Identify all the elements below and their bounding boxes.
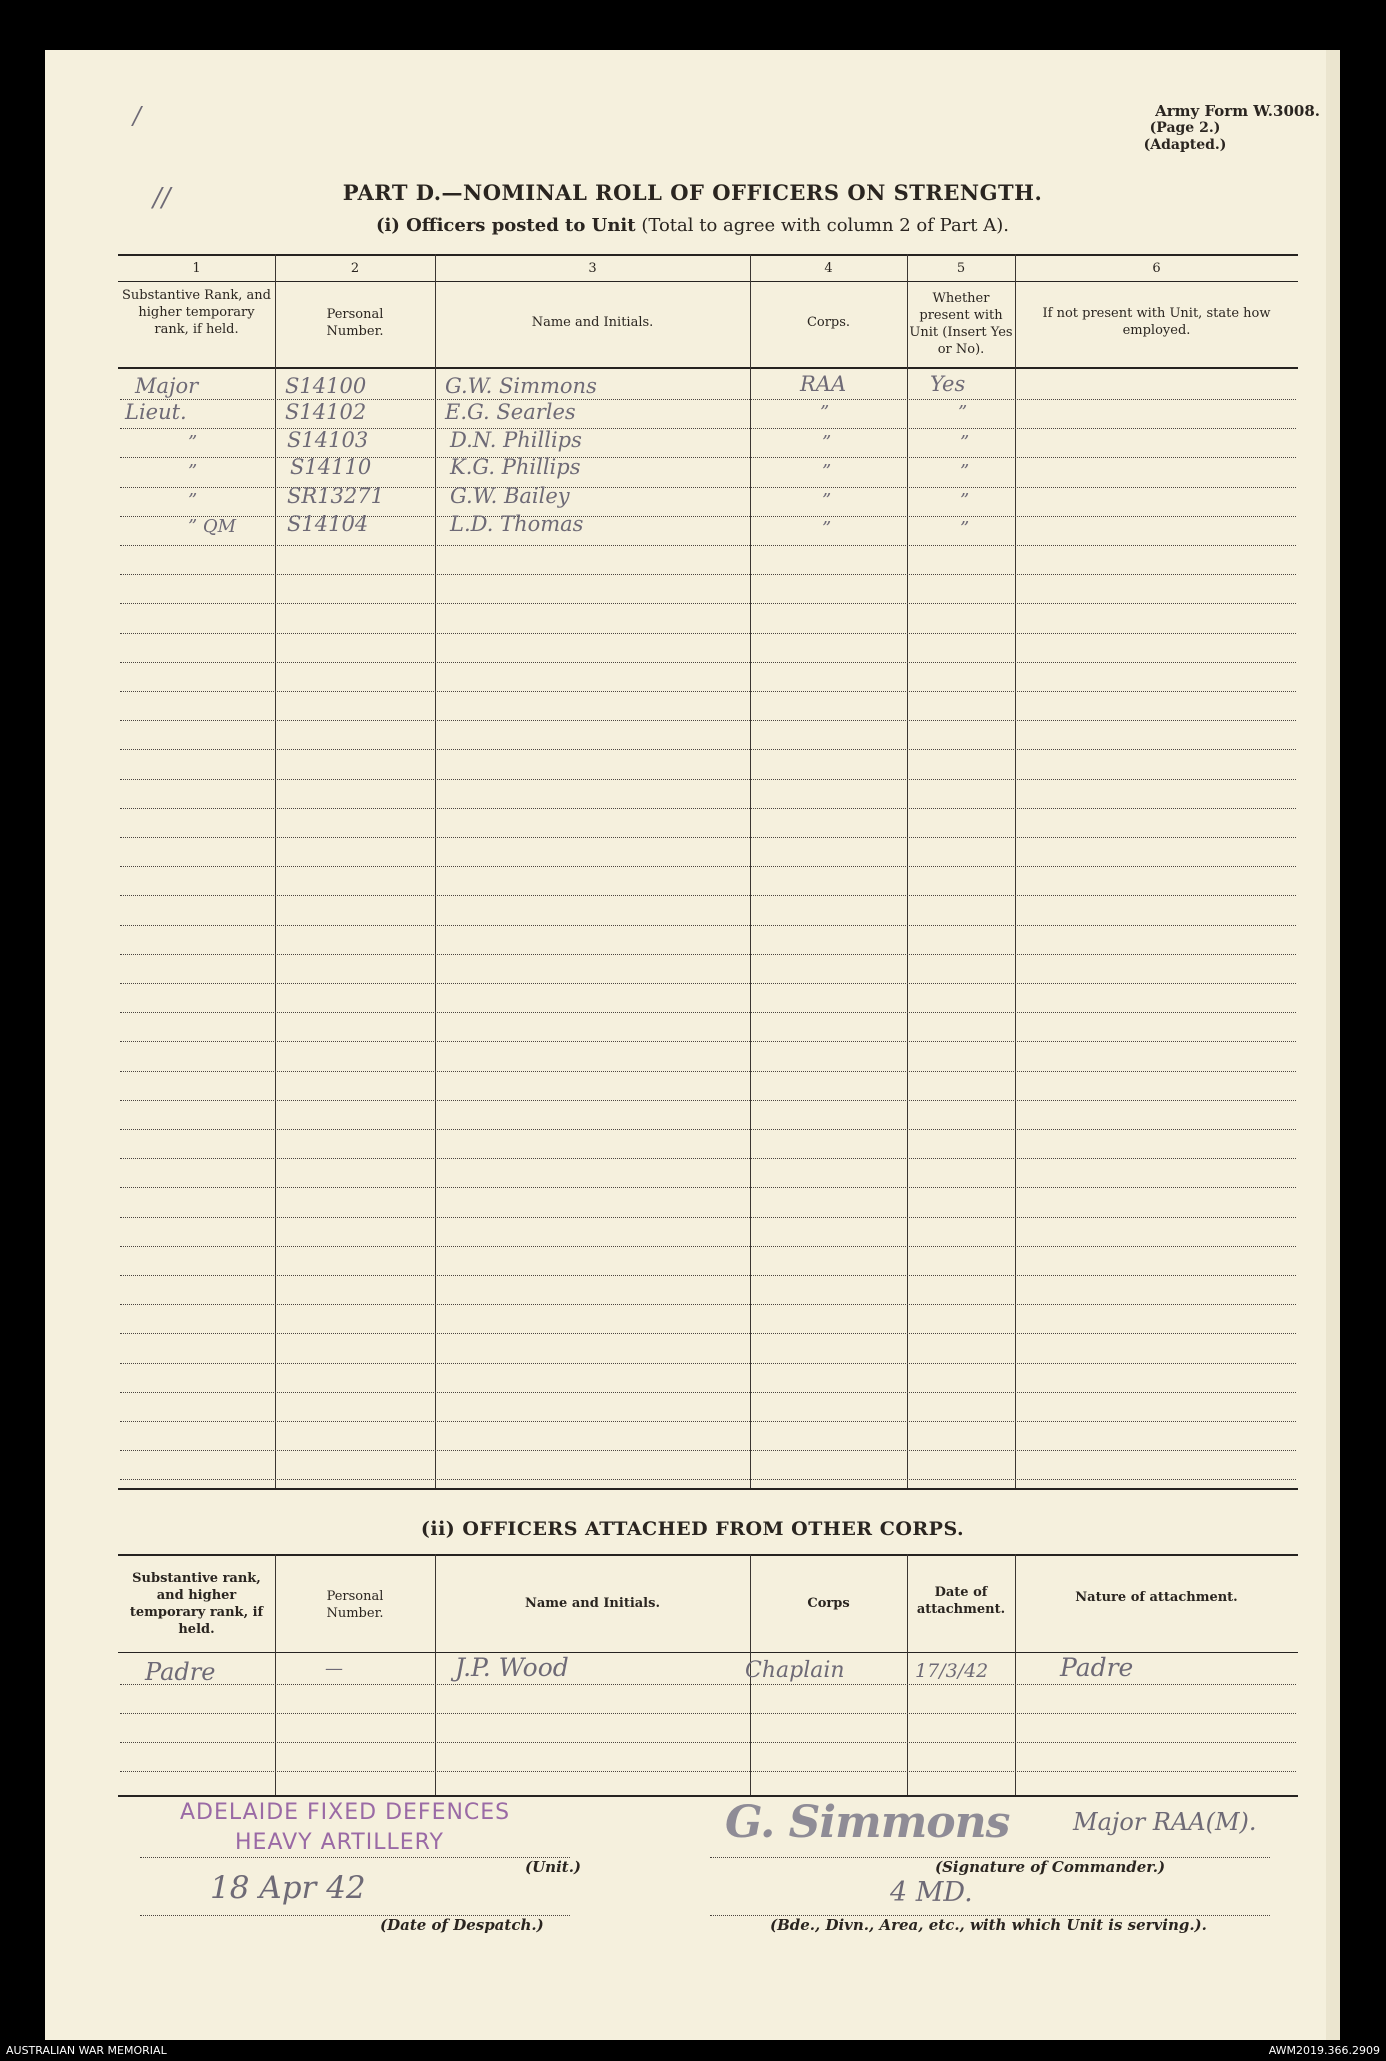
table2-bottom-border — [118, 1795, 1298, 1797]
ruled-line — [120, 1275, 1296, 1276]
ruled-line — [120, 1713, 1296, 1714]
table1-col-divider-3 — [750, 254, 751, 1488]
table2-header-name: Name and Initials. — [525, 1596, 660, 1611]
ruled-line — [120, 691, 1296, 692]
ruled-line — [120, 1333, 1296, 1334]
table1-header-employed: If not present with Unit, state how employed. — [1042, 306, 1271, 338]
t1-row2-rank: Lieut. — [125, 400, 187, 424]
footer-credit-left: AUSTRALIAN WAR MEMORIAL — [6, 2044, 167, 2057]
form-adapted-ref: (Adapted.) — [1143, 137, 1227, 153]
margin-mark-2: // — [153, 183, 171, 213]
table1-colnum-3: 3 — [588, 261, 597, 276]
t1-row4-name: K.G. Phillips — [450, 455, 581, 479]
sub-title-bold: (i) Officers posted to Unit — [375, 215, 636, 236]
t1-row6-number: S14104 — [287, 512, 369, 536]
ruled-line — [120, 1450, 1296, 1451]
t1-row4-rank: ” — [188, 461, 198, 482]
t1-row2-corps: ” — [820, 402, 830, 423]
unit-stamp-line1: ADELAIDE FIXED DEFENCES — [180, 1800, 511, 1825]
t1-row2-present: ” — [958, 402, 968, 423]
table1-bottom-border — [118, 1488, 1298, 1490]
ruled-line — [120, 895, 1296, 896]
t1-row5-present: ” — [960, 490, 970, 511]
t2-row1-nature: Padre — [1060, 1653, 1134, 1682]
ruled-line — [120, 1041, 1296, 1042]
t1-row3-number: S14103 — [287, 428, 369, 452]
table1-colnum-6: 6 — [1152, 261, 1161, 276]
t1-row4-number: S14110 — [290, 455, 372, 479]
paper-edge-shading — [1326, 50, 1340, 2040]
t1-row1-corps: RAA — [800, 372, 847, 396]
form-page-ref: (Page 2.) — [1149, 120, 1221, 136]
t1-row5-name: G.W. Bailey — [450, 484, 570, 508]
ruled-line — [120, 1771, 1296, 1772]
section2-title: (ii) OFFICERS ATTACHED FROM OTHER CORPS. — [420, 1518, 965, 1540]
ruled-line — [120, 1421, 1296, 1422]
ruled-line — [120, 1479, 1296, 1480]
ruled-line — [120, 1100, 1296, 1101]
t1-row4-present: ” — [960, 461, 970, 482]
t1-row6-name: L.D. Thomas — [450, 512, 584, 536]
table2-top-border — [118, 1554, 1298, 1556]
t1-row6-rank: ” QM — [188, 516, 237, 537]
ruled-line — [120, 1158, 1296, 1159]
ruled-line — [120, 1246, 1296, 1247]
ruled-line — [120, 779, 1296, 780]
table1-col-divider-1 — [275, 254, 276, 1488]
t1-row1-name: G.W. Simmons — [445, 374, 597, 398]
ruled-line — [120, 574, 1296, 575]
t2-row1-rank: Padre — [145, 1658, 216, 1686]
form-page — [45, 50, 1340, 2040]
table1-header-number: Personal Number. — [326, 307, 384, 339]
table1-header-corps: Corps. — [806, 315, 851, 330]
ruled-line — [120, 545, 1296, 546]
ruled-line — [120, 662, 1296, 663]
t1-row2-number: S14102 — [285, 400, 367, 424]
t1-row3-name: D.N. Phillips — [450, 428, 582, 452]
t1-row3-present: ” — [960, 432, 970, 453]
table1-header-name: Name and Initials. — [531, 315, 654, 330]
ruled-line — [120, 1129, 1296, 1130]
table1-header-border — [118, 367, 1298, 369]
ruled-line — [120, 1071, 1296, 1072]
ruled-line — [120, 866, 1296, 867]
form-number: Army Form W.3008. — [1155, 102, 1320, 120]
t1-row5-number: SR13271 — [287, 484, 385, 508]
table1-header-rank: Substantive Rank, and higher temporary rank, if held. — [122, 288, 271, 337]
table1-colnum-4: 4 — [824, 261, 833, 276]
t2-row1-corps: Chaplain — [745, 1658, 845, 1683]
t1-row3-corps: ” — [822, 432, 832, 453]
date-label: (Date of Despatch.) — [380, 1916, 544, 1934]
sub-title-rest: (Total to agree with column 2 of Part A). — [641, 215, 1009, 236]
table2-header-nature: Nature of attachment. — [1075, 1590, 1238, 1605]
t2-row1-date: 17/3/42 — [915, 1660, 989, 1682]
unit-stamp-line2: HEAVY ARTILLERY — [235, 1830, 444, 1855]
commander-rank: Major RAA(M). — [1073, 1808, 1257, 1836]
table1-col-divider-4 — [907, 254, 908, 1488]
ruled-line — [120, 808, 1296, 809]
despatch-date: 18 Apr 42 — [210, 1870, 366, 1906]
table1-colnum-1: 1 — [192, 261, 201, 276]
ruled-line — [120, 633, 1296, 634]
t1-row1-present: Yes — [930, 372, 966, 396]
footer-credit-right: AWM2019.366.2909 — [1268, 2044, 1380, 2057]
table2-col-divider-1 — [275, 1554, 276, 1795]
sub-title — [45, 215, 1340, 236]
t1-row1-rank: Major — [135, 374, 199, 398]
table1-col-divider-5 — [1015, 254, 1016, 1488]
table2-col-divider-2 — [435, 1554, 436, 1795]
t1-row6-corps: ” — [822, 518, 832, 539]
ruled-line — [120, 983, 1296, 984]
t1-row6-present: ” — [960, 518, 970, 539]
table2-header-number: Personal Number. — [326, 1589, 384, 1621]
commander-signature: G. Simmons — [725, 1797, 1010, 1848]
signature-label: (Signature of Commander.) — [935, 1858, 1166, 1876]
serving-label: (Bde., Divn., Area, etc., with which Unit is serving.). — [770, 1916, 1207, 1934]
part-title: PART D.—NOMINAL ROLL OF OFFICERS ON STRENGTH. — [342, 180, 1043, 205]
ruled-line — [120, 603, 1296, 604]
ruled-line — [120, 925, 1296, 926]
t2-row1-number: — — [325, 1658, 343, 1679]
table1-col-divider-2 — [435, 254, 436, 1488]
ruled-line — [120, 837, 1296, 838]
ruled-line — [120, 1363, 1296, 1364]
ruled-line — [120, 1187, 1296, 1188]
table2-col-divider-4 — [907, 1554, 908, 1795]
t1-row1-number: S14100 — [285, 374, 367, 398]
ruled-line — [120, 1742, 1296, 1743]
table1-top-border — [118, 254, 1298, 256]
margin-mark-1: / — [133, 102, 142, 130]
table1-colnum-5: 5 — [956, 261, 966, 276]
ruled-line — [120, 1392, 1296, 1393]
ruled-line — [120, 749, 1296, 750]
unit-line — [140, 1857, 570, 1858]
table1-colnum-2: 2 — [350, 261, 360, 276]
ruled-line — [120, 720, 1296, 721]
ruled-line — [120, 1304, 1296, 1305]
table1-colnum-border — [118, 281, 1298, 282]
t1-row4-corps: ” — [822, 461, 832, 482]
ruled-line — [120, 1012, 1296, 1013]
ruled-line — [120, 1684, 1296, 1685]
t1-row2-name: E.G. Searles — [445, 400, 576, 424]
unit-label: (Unit.) — [525, 1858, 582, 1876]
table2-header-date: Date of attachment. — [916, 1585, 1006, 1617]
serving-formation: 4 MD. — [890, 1877, 973, 1908]
ruled-line — [120, 954, 1296, 955]
table2-header-corps: Corps — [807, 1596, 850, 1611]
t2-row1-name: J.P. Wood — [455, 1653, 569, 1682]
table2-header-rank: Substantive rank, and higher temporary rank, if held. — [129, 1571, 264, 1637]
t1-row5-corps: ” — [822, 490, 832, 511]
ruled-line — [120, 1217, 1296, 1218]
table1-header-present: Whether present with Unit (Insert Yes or No). — [909, 291, 1013, 357]
t1-row3-rank: ” — [188, 432, 198, 453]
t1-row5-rank: ” — [188, 490, 198, 511]
